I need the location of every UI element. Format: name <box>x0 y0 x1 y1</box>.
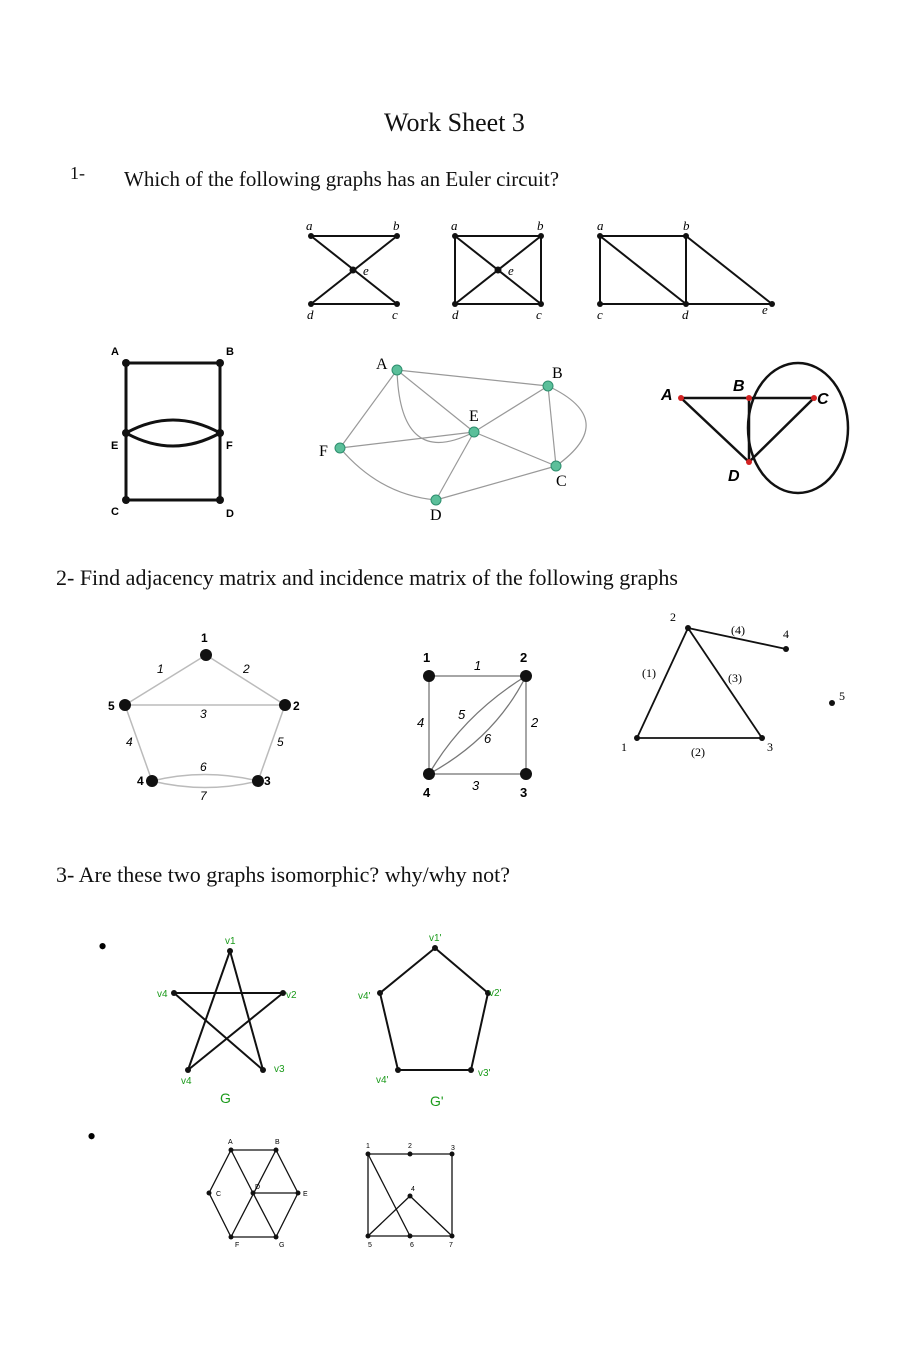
q1g2-label-b: b <box>537 218 544 233</box>
q1g3-label-c: c <box>597 307 603 322</box>
q2g3-edge-3: (3) <box>728 671 742 685</box>
q1-graph-3 <box>600 236 772 304</box>
sq-vertex-1: 1 <box>366 1143 370 1150</box>
q2g1-vertex-1: 1 <box>201 631 208 645</box>
q1g2-label-c: c <box>536 307 542 322</box>
q2g2-edge-6: 6 <box>484 731 492 746</box>
sq-vertex-7: 7 <box>449 1242 453 1249</box>
q2g2-edge-4: 4 <box>417 715 425 730</box>
q2-graph-3 <box>637 628 786 738</box>
hex-vertex-C: C <box>216 1191 222 1198</box>
q2g3-edge-2: (2) <box>691 745 705 759</box>
q2g1-vertex-5: 5 <box>108 699 115 713</box>
page-title: Work Sheet 3 <box>384 108 525 137</box>
q1g1-label-a: a <box>306 218 313 233</box>
q2g2-edge-1: 1 <box>474 658 482 673</box>
q1g6-label-D: D <box>728 468 740 485</box>
Gp-vertex-v4-top: v4' <box>358 991 371 1002</box>
Gp-vertex-v2: v2' <box>489 988 502 999</box>
q2g2-vertex-4: 4 <box>423 785 431 800</box>
q3-Gprime-labels <box>358 933 502 1109</box>
q1g3-label-e: e <box>762 302 768 317</box>
q1g3-label-d: d <box>682 307 689 322</box>
q2g1-edge-1: 1 <box>157 662 164 676</box>
q2g1-vertex-3: 3 <box>264 774 271 788</box>
q3-graph-G <box>174 951 283 1070</box>
q2g1-edge-7: 7 <box>200 789 207 803</box>
Gp-graph-name: G' <box>430 1093 444 1109</box>
sq-vertex-6: 6 <box>410 1242 414 1249</box>
q1g4-label-D: D <box>226 508 234 520</box>
question-1-text: Which of the following graphs has an Euler circuit? <box>124 167 560 191</box>
q1g2-label-d: d <box>452 307 459 322</box>
G-vertex-v4-top: v4 <box>157 989 168 1000</box>
bullet-2: • <box>87 1122 97 1151</box>
question-1-number: 1- <box>70 163 85 183</box>
question-2-text: 2- Find adjacency matrix and incidence matrix of the following graphs <box>56 565 678 590</box>
q1-graph-5-labels <box>319 356 567 524</box>
sq-vertex-3: 3 <box>451 1145 455 1152</box>
G-vertex-v2: v2 <box>286 990 297 1001</box>
q1g6-label-C: C <box>817 391 829 408</box>
q3-graph-Gprime <box>380 948 488 1070</box>
q2g1-edge-5: 5 <box>277 735 284 749</box>
q2g2-edge-5: 5 <box>458 707 466 722</box>
hex-vertex-A: A <box>228 1139 233 1146</box>
hex-vertex-E: E <box>303 1191 308 1198</box>
q2g2-vertex-3: 3 <box>520 785 528 800</box>
q1g1-label-b: b <box>393 218 400 233</box>
q1g4-label-B: B <box>226 346 234 358</box>
q2g1-edge-3: 3 <box>200 707 207 721</box>
q2g3-vertex-5: 5 <box>839 689 845 703</box>
q2g3-edge-4: (4) <box>731 623 745 637</box>
q2-graph-2 <box>429 676 526 774</box>
q2g3-vertex-4: 4 <box>783 627 789 641</box>
q1g1-label-c: c <box>392 307 398 322</box>
q2g1-edge-4: 4 <box>126 735 133 749</box>
q1g5-label-B: B <box>552 365 563 382</box>
q1g5-label-A: A <box>376 356 388 373</box>
q2g1-vertex-4: 4 <box>137 774 144 788</box>
q2g1-edge-6: 6 <box>200 760 207 774</box>
q1g6-label-B: B <box>733 378 745 395</box>
sq-vertex-4: 4 <box>411 1186 415 1193</box>
q2g2-vertex-2: 2 <box>520 650 528 665</box>
Gp-vertex-v3: v3' <box>478 1068 491 1079</box>
hex-vertex-D: D <box>255 1184 261 1191</box>
G-vertex-v4-bottom: v4 <box>181 1076 192 1087</box>
q1g5-label-C: C <box>556 473 567 490</box>
q1g2-label-a: a <box>451 218 458 233</box>
sq-vertex-2: 2 <box>408 1143 412 1150</box>
sq-vertex-5: 5 <box>368 1242 372 1249</box>
q1-graph-4 <box>126 363 220 500</box>
q1g4-label-C: C <box>111 506 119 518</box>
q1g1-label-e: e <box>363 263 369 278</box>
q1-graph-3-labels <box>597 218 768 322</box>
G-vertex-v1: v1 <box>225 936 236 947</box>
hex-vertex-G: G <box>279 1242 285 1249</box>
q2g3-vertex-1: 2 <box>670 610 676 624</box>
q1g1-label-d: d <box>307 307 314 322</box>
q1g3-label-b: b <box>683 218 690 233</box>
q2g2-edge-2: 2 <box>531 715 539 730</box>
Gp-vertex-v1: v1' <box>429 933 442 944</box>
q1g4-label-E: E <box>111 440 119 452</box>
q3-hexagon-labels <box>216 1139 308 1249</box>
q2g3-edge-1: (1) <box>642 666 656 680</box>
q1g5-label-E: E <box>469 408 479 425</box>
hex-vertex-B: B <box>275 1139 280 1146</box>
q2g1-vertex-2: 2 <box>293 699 300 713</box>
q1-graph-6-labels <box>660 378 829 485</box>
q1g4-label-A: A <box>111 346 119 358</box>
q2g1-edge-2: 2 <box>243 662 250 676</box>
q1g5-label-D: D <box>430 507 442 524</box>
G-graph-name: G <box>220 1090 231 1106</box>
q1g4-label-F: F <box>226 440 233 452</box>
G-vertex-v3: v3 <box>274 1064 285 1075</box>
q1g5-label-F: F <box>319 443 328 460</box>
q2g3-vertex-3: 3 <box>767 740 773 754</box>
q2g3-vertex-2: 1 <box>621 740 627 754</box>
hex-vertex-F: F <box>235 1242 240 1249</box>
q1g3-label-a: a <box>597 218 604 233</box>
q1g2-label-e: e <box>508 263 514 278</box>
q2g2-vertex-1: 1 <box>423 650 431 665</box>
q2g2-edge-3: 3 <box>472 778 480 793</box>
bullet-1: • <box>98 932 108 961</box>
question-3-text: 3- Are these two graphs isomorphic? why/why not? <box>56 862 510 887</box>
q1-graph-6 <box>681 363 848 493</box>
q1g6-label-A: A <box>661 387 673 404</box>
Gp-vertex-v4-bottom: v4' <box>376 1075 389 1086</box>
